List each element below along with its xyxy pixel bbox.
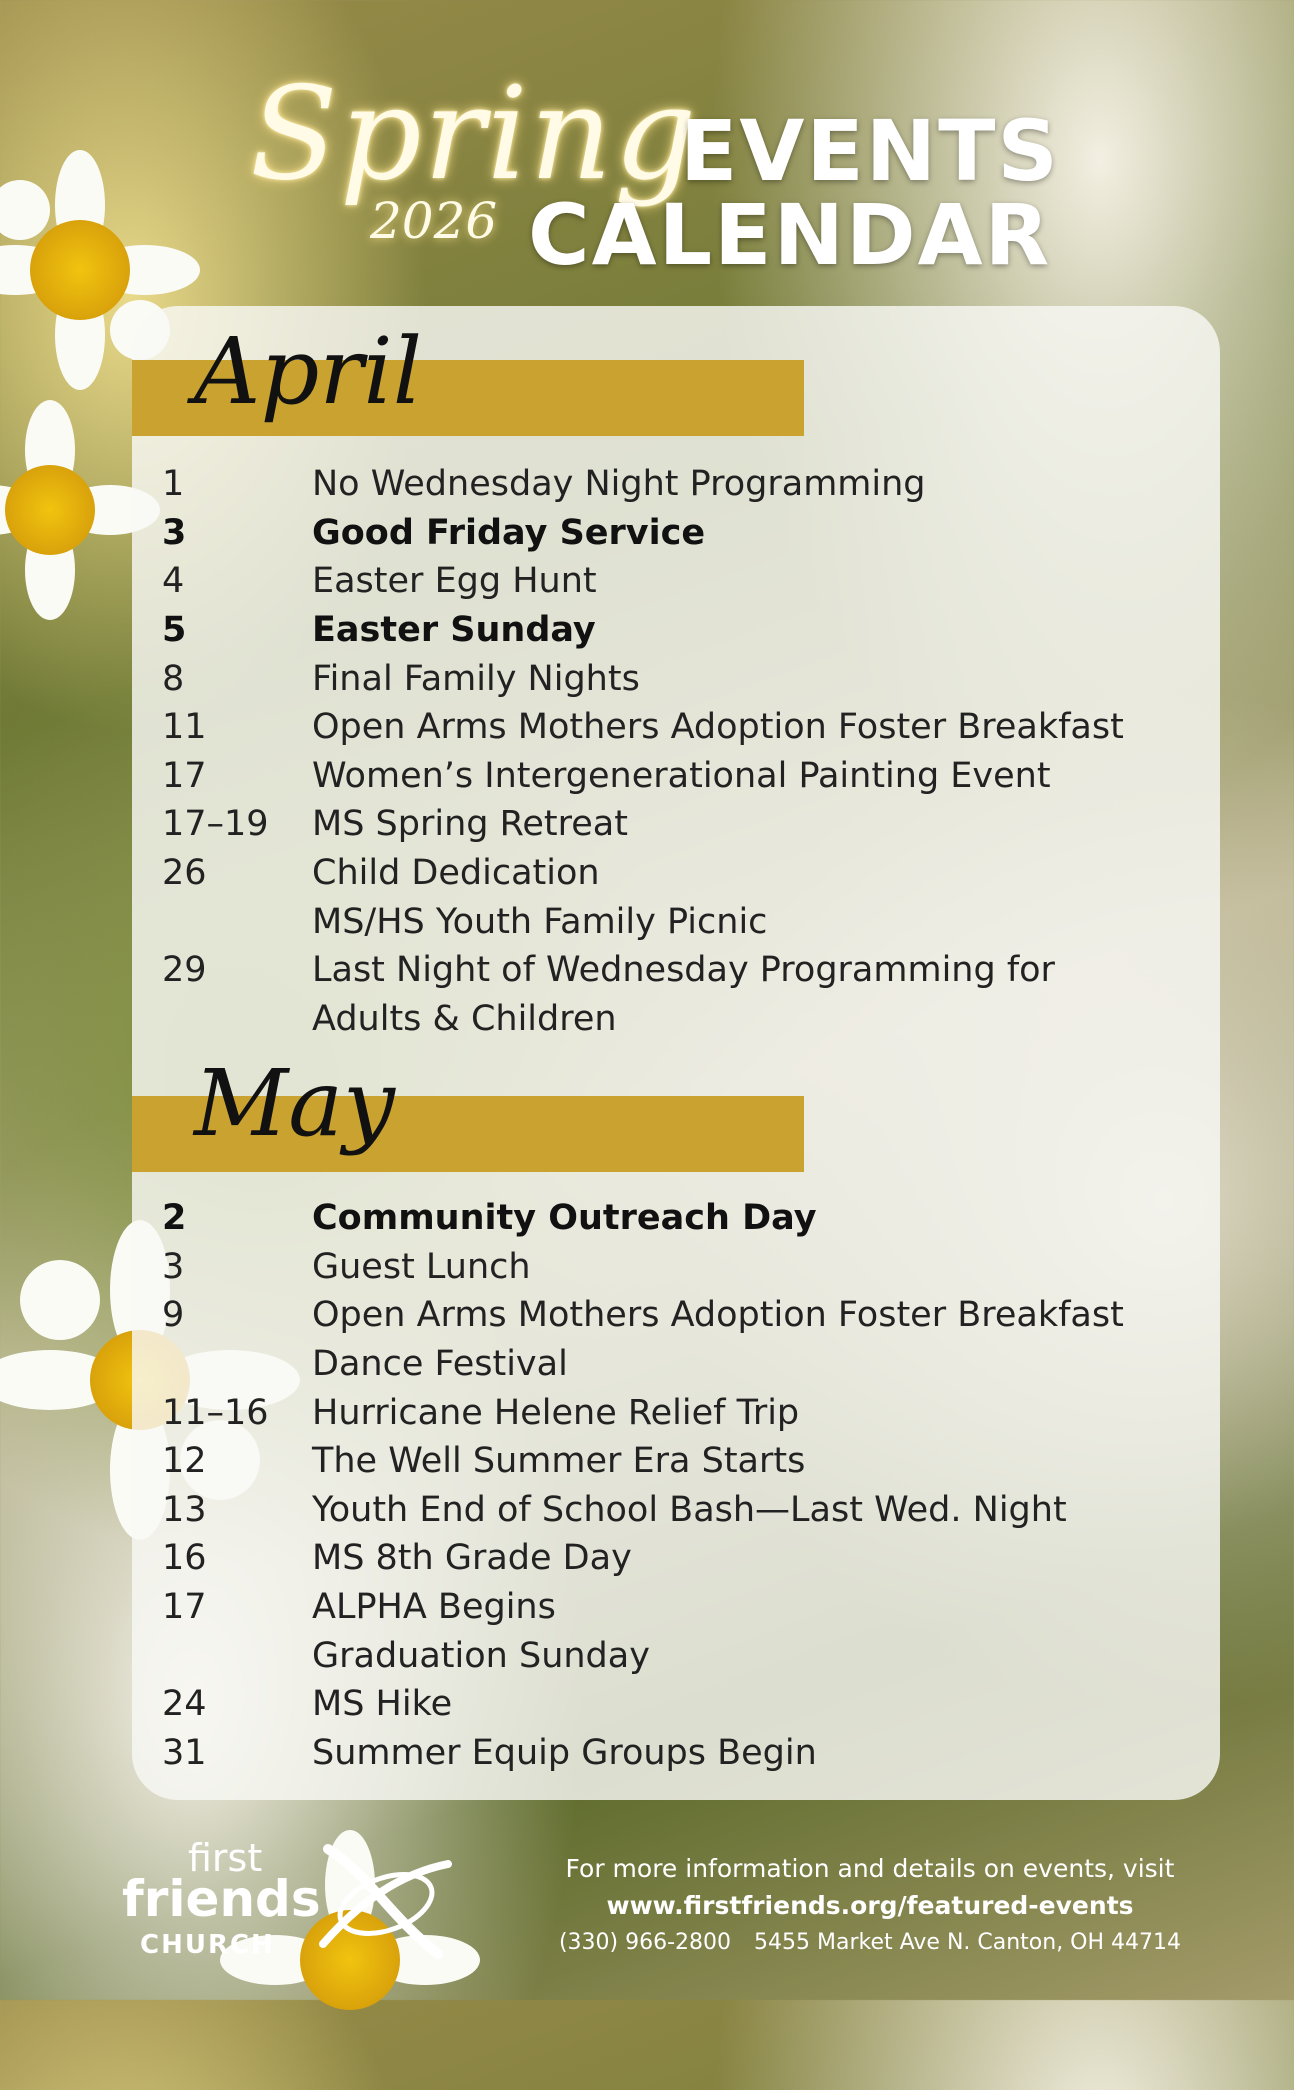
footer-address: 5455 Market Ave N. Canton, OH 44714	[754, 1930, 1182, 1955]
logo-church-text: CHURCH	[140, 1930, 275, 1960]
event-row	[162, 654, 1202, 703]
event-date: 2	[162, 1198, 187, 1239]
event-title: Youth End of School Bash—Last Wed. Night	[312, 1489, 1067, 1530]
footer-phone: (330) 966-2800	[558, 1930, 732, 1955]
event-date: 4	[162, 561, 185, 602]
event-row	[162, 995, 1202, 1044]
event-row	[162, 1680, 1202, 1729]
event-title: Graduation Sunday	[312, 1635, 650, 1676]
event-row	[162, 1291, 1202, 1340]
event-date: 17	[162, 755, 207, 796]
footer-info	[520, 1854, 1220, 1955]
footer-url-link[interactable]: www.firstfriends.org/featured-events	[606, 1891, 1134, 1920]
event-date: 24	[162, 1684, 207, 1725]
event-date: 29	[162, 950, 207, 991]
event-date: 11	[162, 707, 207, 748]
event-title: Hurricane Helene Relief Trip	[312, 1392, 800, 1433]
event-date: 1	[162, 464, 185, 505]
event-date: 9	[162, 1295, 185, 1336]
event-row	[162, 557, 1202, 606]
event-title: Open Arms Mothers Adoption Foster Breakfast	[312, 707, 1124, 748]
event-row	[162, 1388, 1202, 1437]
event-date: 26	[162, 853, 207, 894]
event-date: 12	[162, 1441, 207, 1482]
event-row	[162, 946, 1202, 995]
year-label: 2026	[370, 192, 498, 250]
header	[0, 40, 1294, 284]
event-date: 11–16	[162, 1392, 269, 1433]
event-row	[162, 1486, 1202, 1535]
event-row	[162, 1583, 1202, 1632]
logo-friends-text: friends	[122, 1870, 321, 1928]
event-title: Open Arms Mothers Adoption Foster Breakfast	[312, 1295, 1124, 1336]
event-title: Adults & Children	[312, 998, 617, 1039]
event-date: 31	[162, 1732, 207, 1773]
logo-mark-icon	[308, 1834, 458, 1964]
event-title: Easter Sunday	[312, 610, 596, 651]
events-heading: EVENTS	[680, 102, 1060, 200]
event-row	[162, 800, 1202, 849]
logo-first-text: first	[188, 1836, 263, 1880]
event-date: 17–19	[162, 804, 269, 845]
church-logo	[122, 1836, 462, 1966]
event-row	[162, 509, 1202, 558]
event-date: 5	[162, 610, 187, 651]
event-title: Dance Festival	[312, 1344, 568, 1385]
event-title: Final Family Nights	[312, 658, 640, 699]
event-date: 17	[162, 1587, 207, 1628]
event-row	[162, 849, 1202, 898]
event-title: Guest Lunch	[312, 1246, 531, 1287]
month-title-may: May	[194, 1050, 396, 1157]
event-title: MS Spring Retreat	[312, 804, 628, 845]
may-events	[162, 1194, 1202, 1777]
calendar-heading: CALENDAR	[528, 186, 1052, 284]
event-title: Women’s Intergenerational Painting Event	[312, 755, 1051, 796]
event-title: ALPHA Begins	[312, 1587, 556, 1628]
event-title: Community Outreach Day	[312, 1198, 817, 1239]
event-row	[162, 1340, 1202, 1389]
calendar-card	[132, 306, 1220, 1800]
event-title: Summer Equip Groups Begin	[312, 1732, 817, 1773]
event-title: Easter Egg Hunt	[312, 561, 597, 602]
month-title-april: April	[194, 318, 423, 425]
event-row	[162, 1194, 1202, 1243]
event-date: 3	[162, 512, 187, 553]
event-row	[162, 606, 1202, 655]
event-title: MS/HS Youth Family Picnic	[312, 901, 768, 942]
event-date: 8	[162, 658, 185, 699]
event-title: Good Friday Service	[312, 512, 706, 553]
event-title: The Well Summer Era Starts	[312, 1441, 806, 1482]
event-row	[162, 1631, 1202, 1680]
event-row	[162, 703, 1202, 752]
event-row	[162, 1437, 1202, 1486]
event-title: MS Hike	[312, 1684, 453, 1725]
event-row	[162, 1729, 1202, 1778]
event-date: 13	[162, 1489, 207, 1530]
event-title: MS 8th Grade Day	[312, 1538, 632, 1579]
spring-script-title: Spring	[250, 60, 699, 209]
event-title: No Wednesday Night Programming	[312, 464, 926, 505]
april-events	[162, 460, 1202, 1043]
event-date: 3	[162, 1246, 185, 1287]
event-date: 16	[162, 1538, 207, 1579]
event-row	[162, 897, 1202, 946]
footer-info-line: For more information and details on events, visit	[565, 1854, 1175, 1883]
event-row	[162, 460, 1202, 509]
event-row	[162, 752, 1202, 801]
footer-contact	[520, 1930, 1220, 1955]
event-row	[162, 1243, 1202, 1292]
event-row	[162, 1534, 1202, 1583]
event-title: Child Dedication	[312, 853, 600, 894]
event-title: Last Night of Wednesday Programming for	[312, 950, 1055, 991]
